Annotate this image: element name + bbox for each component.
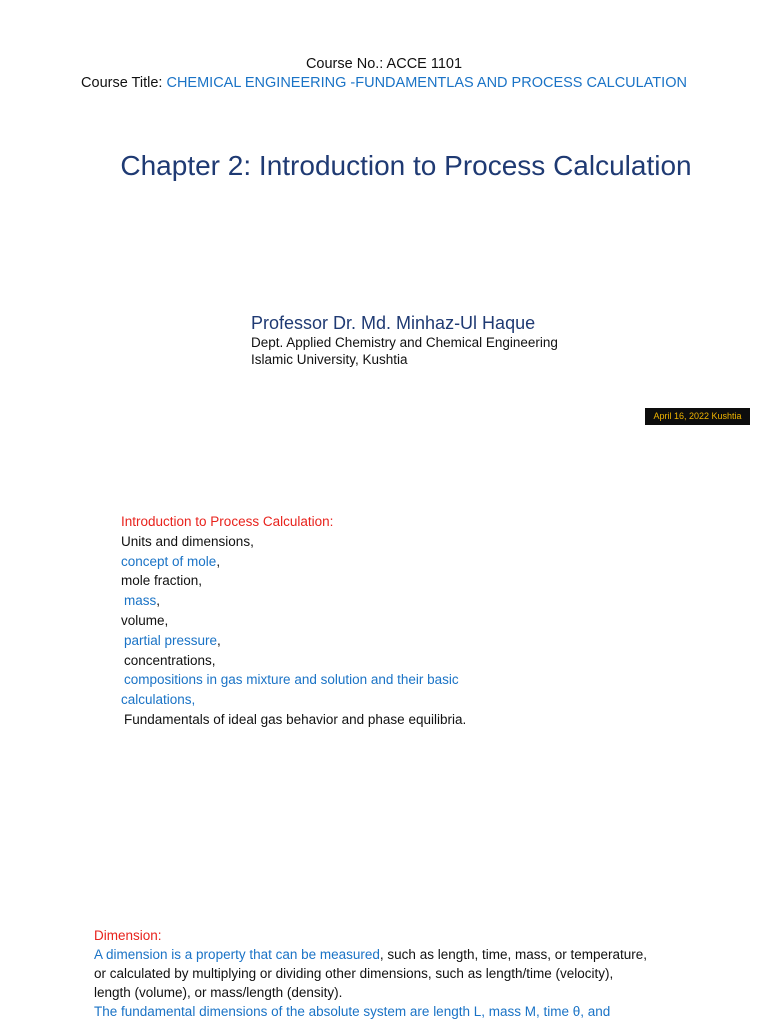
dimension-line-3: length (volume), or mass/length (density).	[94, 985, 343, 1000]
course-title-label: Course Title:	[81, 75, 167, 91]
author-university: Islamic University, Kushtia	[251, 352, 408, 367]
topic-mass: mass,	[124, 593, 161, 609]
course-title-line	[0, 74, 768, 93]
author-department: Dept. Applied Chemistry and Chemical Engineering	[251, 335, 558, 350]
topic-compositions: compositions in gas mixture and solution and their basic	[124, 672, 459, 688]
dimension-section	[94, 926, 694, 1021]
dimension-line-1: A dimension is a property that can be measured, such as length, time, mass, or temperature,	[94, 947, 648, 962]
author-block	[251, 312, 751, 368]
topic-fundamentals: Fundamentals of ideal gas behavior and phase equilibria.	[124, 711, 467, 727]
topic-mole: concept of mole,	[121, 553, 221, 569]
topics-heading: Introduction to Process Calculation:	[121, 514, 334, 529]
topic-partial-pressure: partial pressure,	[124, 632, 221, 648]
dimension-line-4: The fundamental dimensions of the absolute system are length L, mass M, time θ, and	[94, 1004, 611, 1019]
chapter-title: Chapter 2: Introduction to Process Calculation	[120, 150, 692, 181]
topic-concentrations: concentrations,	[124, 652, 216, 668]
dimension-heading: Dimension:	[94, 928, 162, 943]
dimension-line-2: or calculated by multiplying or dividing other dimensions, such as length/time (velocity),	[94, 966, 614, 981]
course-number: Course No.: ACCE 1101	[305, 56, 463, 72]
topic-compositions-cont: calculations,	[121, 692, 196, 708]
author-name: Professor Dr. Md. Minhaz-Ul Haque	[251, 313, 536, 333]
topic-volume: volume,	[121, 612, 169, 628]
topic-mole-fraction: mole fraction,	[121, 573, 203, 589]
course-title: CHEMICAL ENGINEERING -FUNDAMENTLAS AND PROCESS CALCULATION	[166, 75, 687, 91]
date-badge: April 16, 2022 Kushtia	[645, 408, 750, 425]
topics-list	[121, 512, 541, 730]
course-header	[0, 55, 768, 93]
topic-units: Units and dimensions,	[121, 533, 254, 549]
